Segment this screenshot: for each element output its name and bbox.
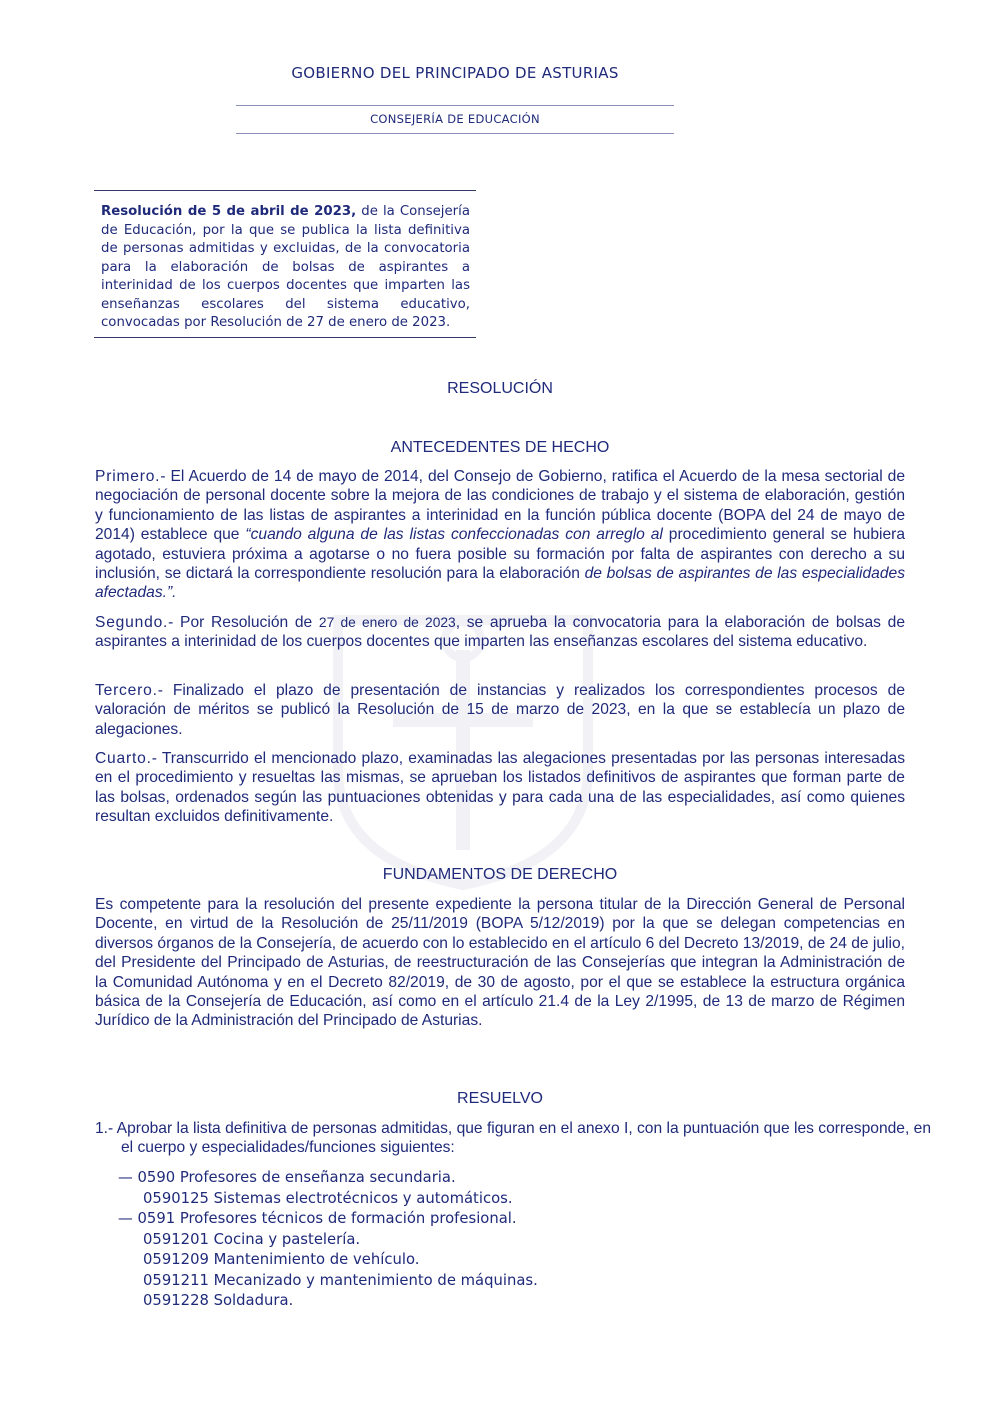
primero-quote: “cuando alguna de las listas confeccionadas con arreglo al: [245, 526, 663, 544]
list-item: 0590125 Sistemas electrotécnicos y automáticos.: [143, 1189, 513, 1207]
list-item: — 0591 Profesores técnicos de formación profesional.: [118, 1210, 517, 1227]
cuarto-label: Cuarto.: [95, 750, 152, 767]
resuelvo-point-1: 1.- Aprobar la lista definitiva de personas admitidas, que figuran en el anexo I, con la puntuación que les corresponde, en el cuerpo y especialidades/funciones siguientes:: [95, 1120, 931, 1157]
segundo-text-b: , se aprueba la convocatoria para la elaboración de bolsas de aspirantes a interinidad de los cuerpos docentes que imparten las enseñanzas escolares del sistema educativo.: [95, 614, 905, 651]
segundo-date: 27 de enero de 2023: [318, 615, 456, 630]
title-fundamentos: FUNDAMENTOS DE DERECHO: [382, 866, 618, 883]
title-antecedentes: ANTECEDENTES DE HECHO: [390, 439, 610, 456]
antecedente-primero: [95, 467, 905, 603]
header-rule-bottom: [236, 133, 674, 134]
list-item: 0591209 Mantenimiento de vehículo.: [143, 1251, 420, 1268]
cuarto-text: - Transcurrido el mencionado plazo, examinadas las alegaciones presentadas por las personas interesadas en el procedimiento y resueltas las mismas, se aprueban los listados definitivos de aspirantes que forman parte de las bolsas, ordenados según las puntuaciones obtenidas y para cada una de las especialidades, así como quienes resultan excluidos definitivamente.: [95, 750, 905, 826]
government-header: GOBIERNO DEL PRINCIPADO DE ASTURIAS: [291, 64, 619, 82]
specialties-list: [118, 1168, 818, 1312]
segundo-label: Segundo.: [95, 614, 169, 631]
antecedente-tercero: [95, 681, 905, 739]
header-rule-top: [236, 105, 674, 106]
fundamentos-text: Es competente para la resolución del presente expediente la persona titular de la Dirección General de Personal Docente, en virtud de la Resolución de 25/11/2019 (BOPA 5/12/2019) por la que se delegan competencias en diversos órganos de la Consejería, de acuerdo con lo establecido en el artículo 6 del Decreto 13/2019, de 24 de julio, del Presidente del Principado de Asturias, de reestructuración de las Consejerías que integran la Administración de la Comunidad Autónoma y en el Decreto 82/2019, de 30 de agosto, por el que se establece la estructura orgánica básica de la Consejería de Educación, así como en el artículo 21.4 de la Ley 2/1995, de 13 de marzo de Régimen Jurídico de la Administración del Principado de Asturias.: [95, 896, 905, 1030]
list-item: 0591211 Mecanizado y mantenimiento de máquinas.: [143, 1271, 538, 1289]
primero-label: Primero.: [95, 468, 161, 485]
primero-quote-end: de bolsas de aspirantes de las especialidades afectadas.”.: [95, 565, 905, 602]
primero-text-b: procedimiento general se hubiera agotado, estuviera próxima a agotarse o no fuera posible su formación por falta de aspirantes con derecho a su inclusión, se dictará la correspondiente resolución para la elaboración: [95, 526, 905, 583]
tercero-label: Tercero.: [95, 682, 158, 699]
list-item: 0591228 Soldadura.: [143, 1292, 294, 1309]
summary-text: de la Consejería de Educación, por la que se publica la lista definitiva de personas admitidas y excluidas, de la convocatoria para la elaboración de bolsas de aspirantes a interinidad de los cuerpos docentes que imparten las enseñanzas escolares del sistema educativo, convocadas por Resolución de 27 de enero de 2023.: [101, 204, 470, 330]
primero-text-a: - El Acuerdo de 14 de mayo de 2014, del Consejo de Gobierno, ratifica el Acuerdo de la mesa sectorial de negociación de personal docente sobre la mejora de las condiciones de trabajo y el sistema de elaboración, gestión y funcionamiento de las listas de aspirantes a interinidad en la función pública docente (BOPA del 24 de mayo de 2014) establece que: [95, 468, 905, 544]
list-item: 0591201 Cocina y pastelería.: [143, 1230, 361, 1248]
department-header: CONSEJERÍA DE EDUCACIÓN: [370, 112, 540, 126]
segundo-text-a: - Por Resolución de: [168, 614, 319, 631]
antecedente-cuarto: [95, 749, 905, 827]
list-item: — 0590 Profesores de enseñanza secundaria.: [118, 1169, 456, 1186]
summary-bold-lead: Resolución de 5 de abril de 2023,: [101, 204, 357, 219]
resolution-summary-box: [94, 190, 476, 338]
antecedente-segundo: [95, 613, 905, 652]
title-resuelvo: RESUELVO: [457, 1090, 543, 1107]
tercero-text: - Finalizado el plazo de presentación de instancias y realizados los correspondientes procesos de valoración de méritos se publicó la Resolución de 15 de marzo de 2023, en la que se establecía un plazo de alegaciones.: [95, 682, 905, 738]
title-resolucion: RESOLUCIÓN: [447, 380, 553, 397]
